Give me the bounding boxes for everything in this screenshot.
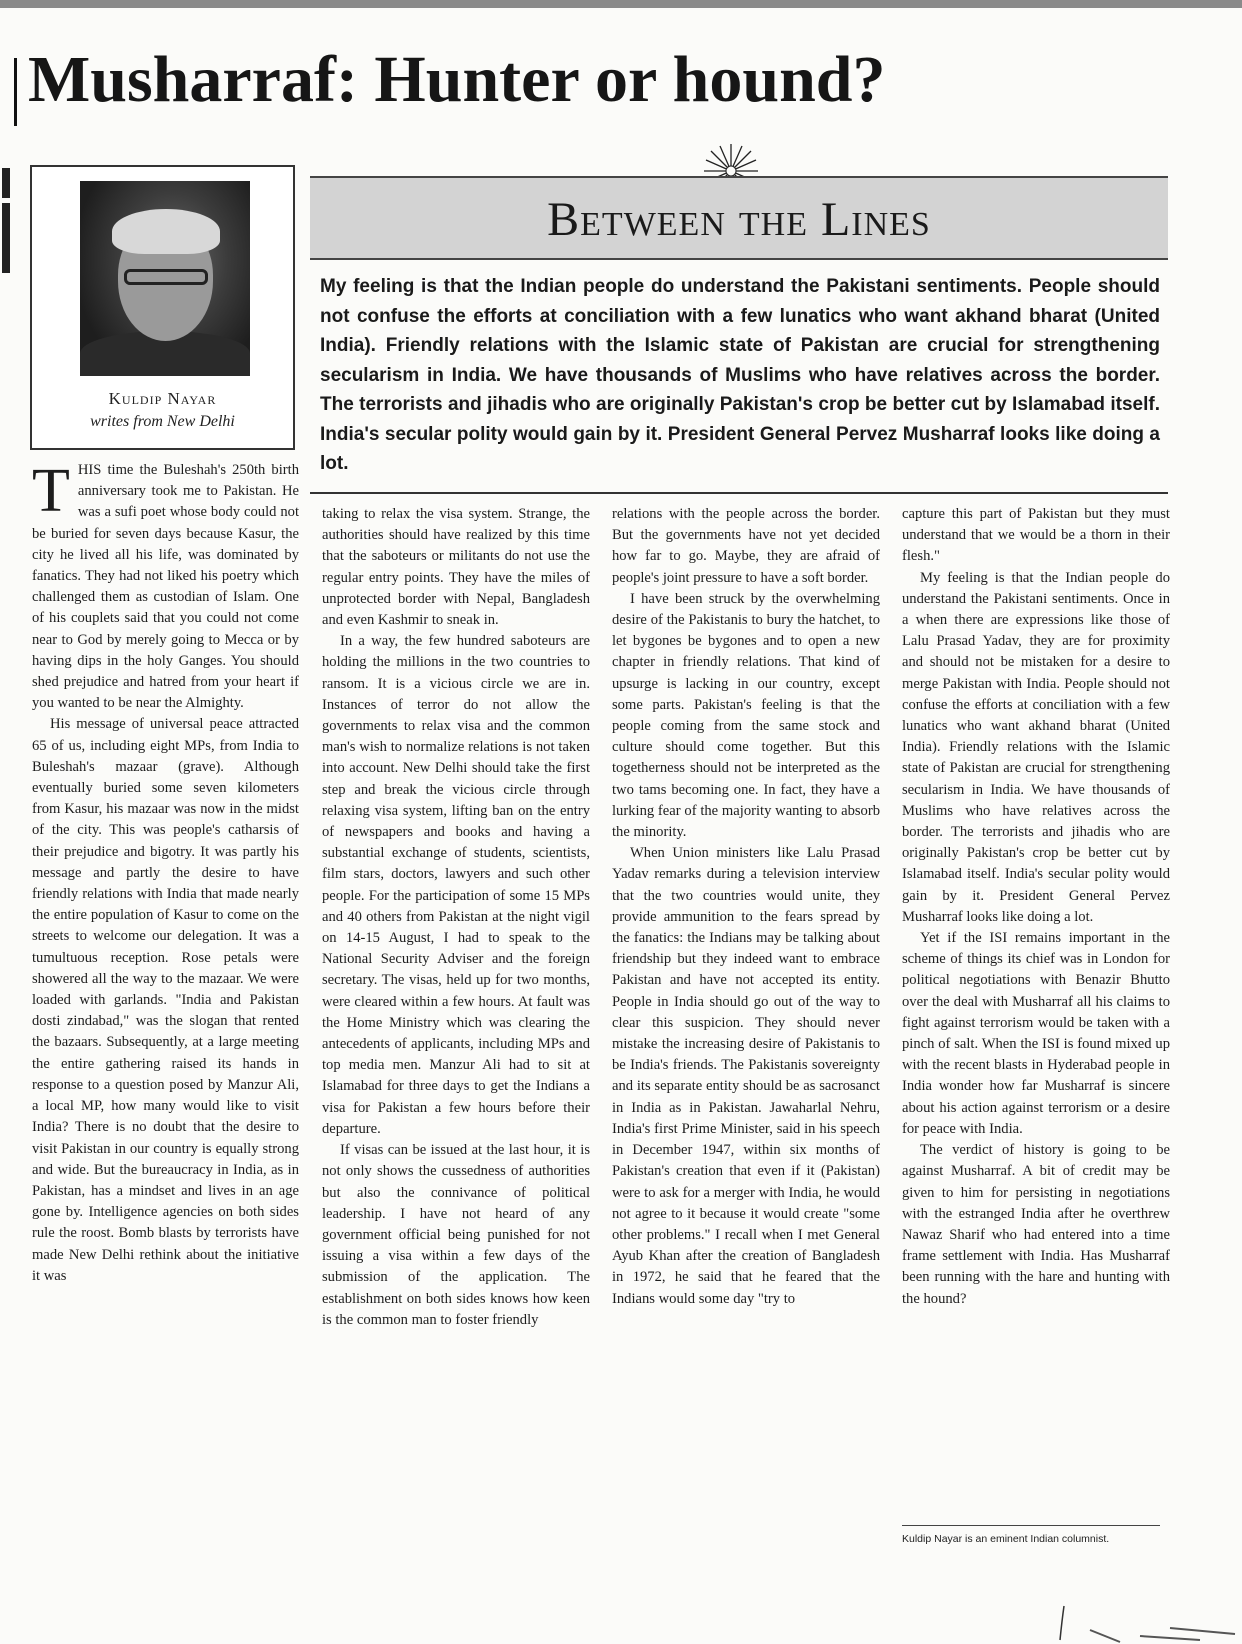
article-column-4 bbox=[902, 504, 1170, 1310]
article-paragraph: My feeling is that the Indian people do understand the Pakistani sentiments. Once in a when there are expressions like those of Lalu Prasad Yadav, they are for proximity and should not be mistaken for a desire to merge Pakistan with India. People should not confuse the efforts at conciliation with a few lunatics who want akhand bharat (United India). Friendly relations with the Islamic state of Pakistan are crucial for strengthening secularism in India. We have thousands of Muslims who have relatives across the border. The terrorists and jihadis who are originally Pakistan's crop be better cut by Islamabad itself. India's secular polity would gain by it. President General Pervez Musharraf looks like doing a lot. bbox=[902, 569, 1170, 925]
author-photo bbox=[80, 181, 250, 376]
left-margin-bar bbox=[14, 58, 17, 126]
section-divider bbox=[310, 492, 1168, 494]
drop-cap: T bbox=[32, 457, 70, 525]
article-column-1 bbox=[32, 457, 299, 1287]
article-paragraph: THIS time the Buleshah's 250th birth anniversary took me to Pakistan. He was a sufi poet whose body could not be buried for seven days because Kasur, the city he lived all his life, was dominated by fanatics. They had not liked his poetry which challenged them as custodian of Islam. One of his couplets said that you could not come near to God by merely going to Mecca or by having dips in the holy Ganges. You should shed prejudice and hatred from your heart if you wanted to be near the Almighty. bbox=[32, 457, 299, 712]
footnote-rule bbox=[902, 1525, 1160, 1526]
article-paragraph: In a way, the few hundred saboteurs are holding the millions in the two countries to ransom. It is a vicious circle we are in. Instances of terror do not allow the governments to relax visa and the common man's wish to normalize relations is not taken into account. New Delhi should take the first step and break the vicious circle through relaxing visa system, lifting ban on the entry of newspapers and books and having a substantial exchange of students, scientists, film stars, doctors, lawyers and such other people. For the participation of some 15 MPs and 40 others from Pakistan at the night vigil on 14-15 August, I had to speak to the National Security Adviser and the foreign secretary. The visas, held up for two months, were cleared within a few hours. At fault was the Home Ministry which was clearing the antecedents of applicants, including MPs and top media men. Manzur Ali had to sit at Islamabad for three days to get the Indians a visa for Pakistan a few hours before their departure. bbox=[322, 633, 590, 1137]
headline: Musharraf: Hunter or hound? bbox=[28, 43, 886, 116]
article-paragraph: His message of universal peace attracted 65 of us, including eight MPs, from India to Buleshah's mazaar (grave). Although eventually buried some seven kilometers from Kasur, his mazaar was now in the midst of the city. This was people's catharsis of their prejudice and bigotry. It was partly his message and partly the desire to have friendly relations with India that made nearly the entire population of Kasur to come on the streets to welcome our delegation. It was a tumultuous reception. Rose petals were showered all the way to the mazaar. We were loaded with garlands. "India and Pakistan dosti zindabad," was the slogan that rented the bazaars. Subsequently, at a large meeting the entire gathering raised its hands in response to a question posed by Manzur Ali, a local MP, how many would like to visit India? There is no doubt that the desire to visit Pakistan in our country is equally strong and wide. But the bureaucracy in India, as in Pakistan, has a mindset and lives in an age gone by. Intelligence agencies on both sides rule the roost. Bomb blasts by terrorists have made New Delhi rethink about the initiative it was bbox=[32, 716, 299, 1284]
article-paragraph: relations with the people across the border. But the governments have not yet decided how far to go. Maybe, they are afraid of people's joint pressure to have a soft border. bbox=[612, 506, 880, 586]
pull-quote: My feeling is that the Indian people do understand the Pakistani sentiments. People should not confuse the efforts at conciliation with a few lunatics who want akhand bharat (United India). Friendly relations with the Islamic state of Pakistan are crucial for strengthening secularism in India. We have thousands of Muslims who have relatives across the border. The terrorists and jihadis who are originally Pakistan's crop be better cut by Islamabad itself. India's secular polity would gain by it. President General Pervez Musharraf looks like doing a lot. bbox=[320, 276, 1160, 474]
author-footnote: Kuldip Nayar is an eminent Indian columnist. bbox=[902, 1533, 1110, 1545]
adjacent-column-fragment bbox=[0, 168, 12, 1548]
article-paragraph: When Union ministers like Lalu Prasad Yadav remarks during a television interview that the two countries would unite, they provide ammunition to the fears spread by the fanatics: the Indians may be talking about friendship but they indeed want to embrace Pakistan and have not accepted its entity. People in India should go out of the way to clear this suspicion. They should never mistake the increasing desire of Pakistanis to be India's friends. The Pakistanis sovereignty and its separate entity should be as sacrosanct in India as in Pakistan. Jawaharlal Nehru, India's first Prime Minister, said in his speech in December 1947, within six months of Pakistan's creation that even if it (Pakistan) were to ask for a merger with India, he would not agree to it because it would create "some other problems." I recall when I met General Ayub Khan after the creation of Bangladesh in 1972, he said that he feared that the Indians would some day "try to bbox=[612, 845, 880, 1307]
scan-artifact bbox=[1050, 1600, 1240, 1644]
article-column-3 bbox=[612, 504, 880, 1310]
column-banner bbox=[310, 176, 1168, 260]
article-column-2 bbox=[322, 504, 590, 1331]
article-paragraph: Yet if the ISI remains important in the scheme of things its chief was in London for political negotiations with Benazir Bhutto over the deal with Musharraf all his claims to fight against terrorism would be taken with a pinch of salt. When the ISI is found mixed up with the recent blasts in Hyderabad people in India wonder how far Musharraf is sincere about his action against terrorism or a desire for peace with India. bbox=[902, 930, 1170, 1137]
article-paragraph: capture this part of Pakistan but they must understand that we would be a thorn in their flesh." bbox=[902, 506, 1170, 565]
article-paragraph: The verdict of history is going to be against Musharraf. A bit of credit may be given to him for persisting in negotiations with the estranged India after he overthrew Nawaz Sharif who had entered into a time frame settlement with India. Has Musharraf been running with the hare and hunting with the hound? bbox=[902, 1142, 1170, 1307]
top-rule bbox=[0, 0, 1242, 8]
author-name: Kuldip Nayar bbox=[108, 389, 217, 408]
article-paragraph: taking to relax the visa system. Strange, the authorities should have realized by this time that the saboteurs or militants do not use the regular entry points. They have the miles of unprotected border with Nepal, Bangladesh and even Kashmir to sneak in. bbox=[322, 506, 590, 629]
article-paragraph: If visas can be issued at the last hour, it is not only shows the cussedness of authorities but also the connivance of political leadership. I have not heard of any government official being punished for not issuing a visa within a few days of the submission of the application. The establishment on both sides knows how keen is the common man to foster friendly bbox=[322, 1142, 590, 1328]
author-location: writes from New Delhi bbox=[90, 413, 235, 430]
article-paragraph: I have been struck by the overwhelming desire of the Pakistanis to bury the hatchet, to let bygones be bygones and to open a new chapter in friendly relations. That kind of upsurge is lacking in our country, except some parts. Pakistan's feeling is that the people coming from the same stock and culture should come together. But this togetherness should not be interpreted as the two tams becoming one. In fact, they have a lurking fear of the majority wanting to absorb the minority. bbox=[612, 590, 880, 841]
column-banner-title: Between the Lines bbox=[547, 193, 931, 246]
author-photo-box bbox=[30, 165, 295, 450]
